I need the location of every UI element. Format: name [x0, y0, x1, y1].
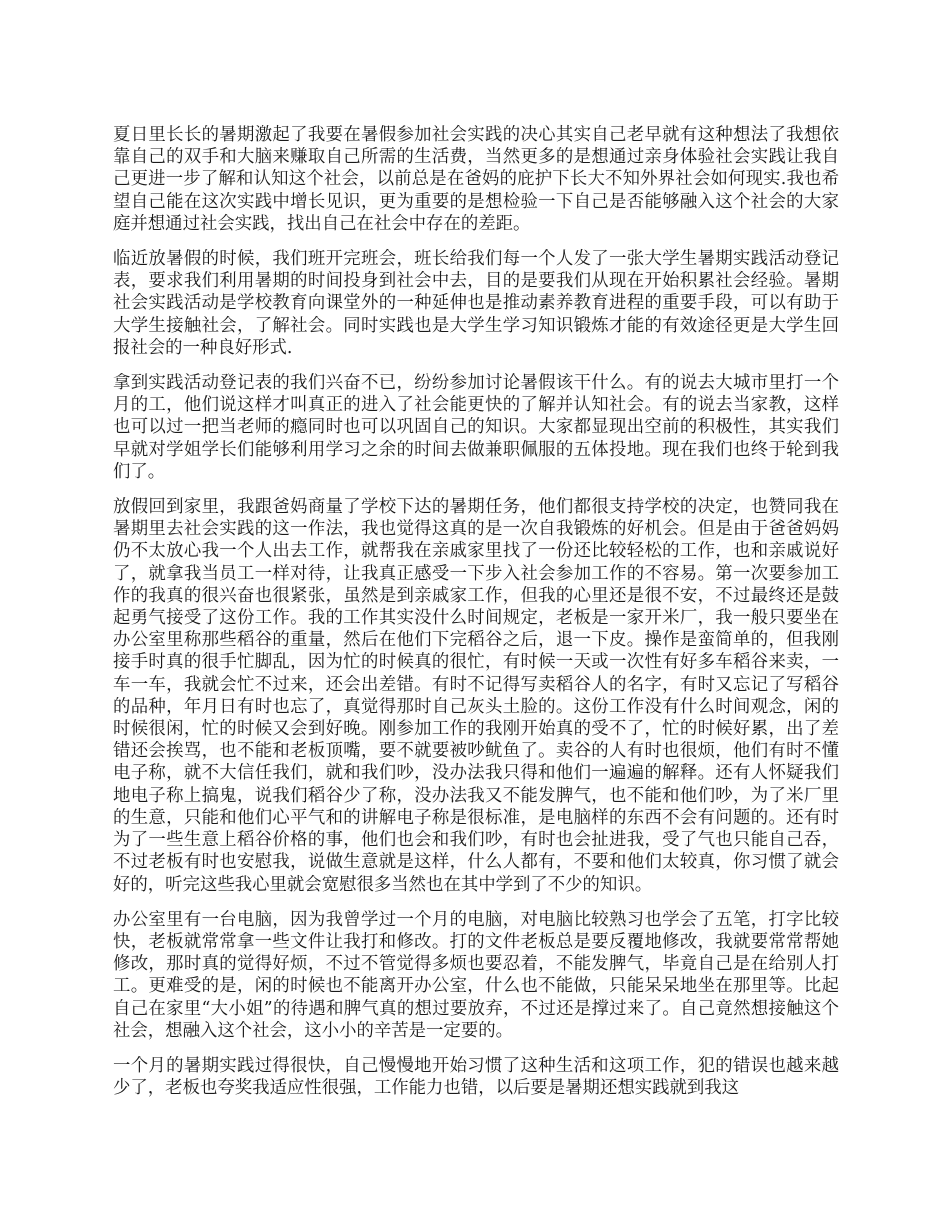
paragraph-6: 一个月的暑期实践过得很快，自己慢慢地开始习惯了这种生活和这项工作，犯的错误也越来越少了，老板也夸奖我适应性很强，工作能力也错，以后要是暑期还想实践就到我这 — [113, 1055, 839, 1099]
paragraph-4: 放假回到家里，我跟爸妈商量了学校下达的暑期任务，他们都很支持学校的决定，也赞同我在暑期里去社会实践的这一作法，我也觉得这真的是一次自我锻炼的好机会。但是由于爸爸妈妈仍不太放心我一个人出去工作，就帮我在亲戚家里找了一份还比较轻松的工作，也和亲戚说好了，就拿我当员工一样对待，让我真正感受一下步入社会参加工作的不容易。第一次要参加工作的我真的很兴奋也很紧张，虽然是到亲戚家工作，但我的心里还是很不安，不过最终还是鼓起勇气接受了这份工作。我的工作其实没什么时间规定，老板是一家开米厂，我一般只要坐在办公室里称那些稻谷的重量，然后在他们下完稻谷之后，退一下皮。操作是蛮简单的，但我刚接手时真的很手忙脚乱，因为忙的时候真的很忙，有时候一天或一次性有好多车稻谷来卖，一车一车，我就会忙不过来，还会出差错。有时不记得写卖稻谷人的名字，有时又忘记了写稻谷的品种，年月日有时也忘了，真觉得那时自己灰头土脸的。这份工作没有什么时间观念，闲的时候很闲，忙的时候又会到好晚。刚参加工作的我刚开始真的受不了，忙的时候好累，出了差错还会挨骂，也不能和老板顶嘴，要不就要被吵鱿鱼了。卖谷的人有时也很烦，他们有时不懂电子称，就不大信任我们，就和我们吵，没办法我只得和他们一遍遍的解释。还有人怀疑我们地电子称上搞鬼，说我们稻谷少了称，没办法我又不能发脾气，也不能和他们吵，为了米厂里的生意，只能和他们心平气和的讲解电子称是很标准，是电脑样的东西不会有问题的。还有时为了一些生意上稻谷价格的事，他们也会和我们吵，有时也会扯进我，受了气也只能自己吞，不过老板有时也安慰我，说做生意就是这样，什么人都有，不要和他们太较真，你习惯了就会好的，听完这些我心里就会宽慰很多当然也在其中学到了不少的知识。 — [113, 497, 839, 895]
document-body — [113, 124, 839, 1112]
paragraph-3: 拿到实践活动登记表的我们兴奋不已，纷纷参加讨论暑假该干什么。有的说去大城市里打一个月的工，他们说这样才叫真正的进入了社会能更快的了解并认知社会。有的说去当家教，这样也可以过一把当老师的瘾同时也可以巩固自己的知识。大家都显现出空前的积极性，其实我们早就对学姐学长们能够利用学习之余的时间去做兼职佩服的五体投地。现在我们也终于轮到我们了。 — [113, 373, 839, 482]
paragraph-1: 夏日里长长的暑期激起了我要在暑假参加社会实践的决心其实自己老早就有这种想法了我想依靠自己的双手和大脑来赚取自己所需的生活费，当然更多的是想通过亲身体验社会实践让我自己更进一步了解和认知这个社会，以前总是在爸妈的庇护下长大不知外界社会如何现实.我也希望自己能在这次实践中增长见识，更为重要的是想检验一下自己是否能够融入这个社会的大家庭并想通过社会实践，找出自己在社会中存在的差距。 — [113, 125, 839, 234]
paragraph-2: 临近放暑假的时候，我们班开完班会，班长给我们每一个人发了一张大学生暑期实践活动登记表，要求我们利用暑期的时间投身到社会中去，目的是要我们从现在开始积累社会经验。暑期社会实践活动是学校教育向课堂外的一种延伸也是推动素养教育进程的重要手段，可以有助于大学生接触社会，了解社会。同时实践也是大学生学习知识锻炼才能的有效途径更是大学生回报社会的一种良好形式. — [113, 249, 839, 358]
paragraph-5: 办公室里有一台电脑，因为我曾学过一个月的电脑，对电脑比较熟习也学会了五笔，打字比较快，老板就常常拿一些文件让我打和修改。打的文件老板总是要反覆地修改，我就要常常帮她修改，那时真的觉得好烦，不过不管觉得多烦也要忍着，不能发脾气，毕竟自己是在给别人打工。更难受的是，闲的时候也不能离开办公室，什么也不能做，只能呆呆地坐在那里等。比起自己在家里“大小姐”的待遇和脾气真的想过要放弃，不过还是撑过来了。自己竟然想接触这个社会，想融入这个社会，这小小的辛苦是一定要的。 — [113, 909, 839, 1041]
